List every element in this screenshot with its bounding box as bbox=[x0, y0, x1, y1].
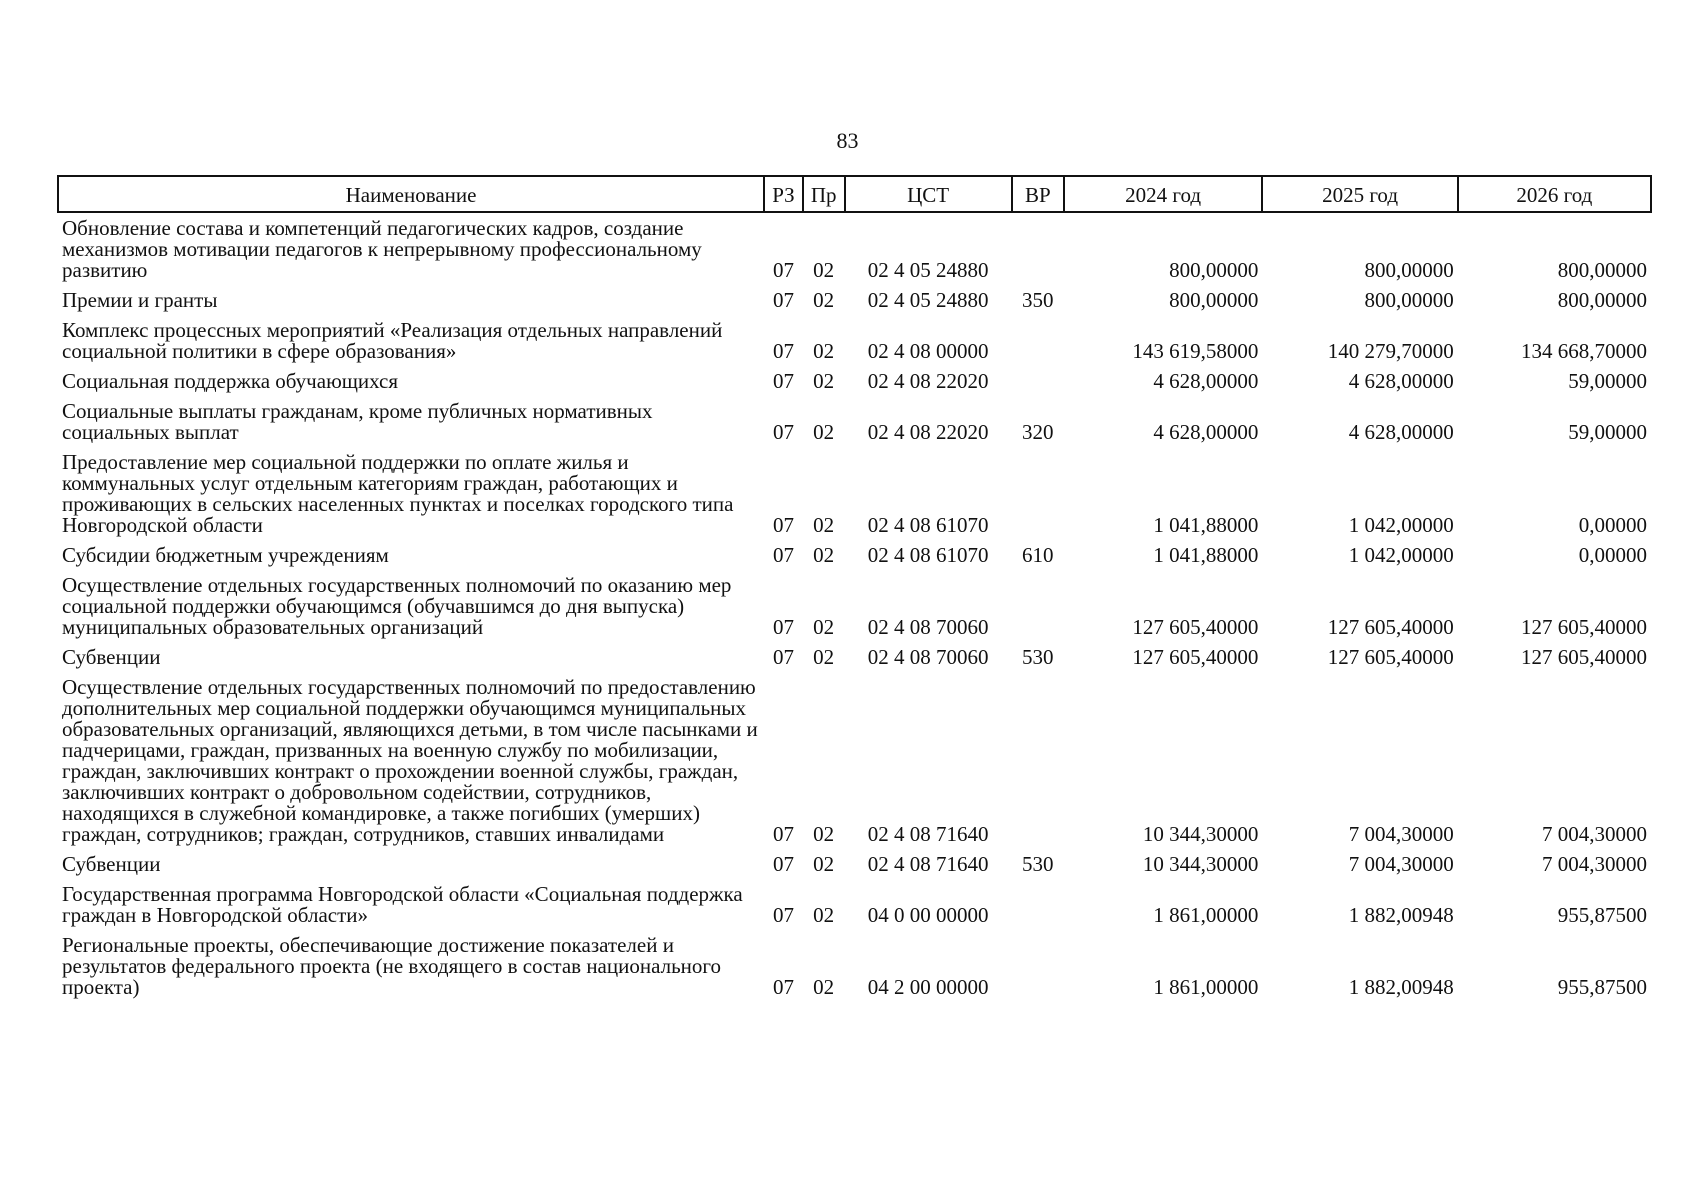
row-2025: 1 882,00948 bbox=[1348, 903, 1454, 927]
row-2026: 955,87500 bbox=[1557, 975, 1647, 999]
header-rz: РЗ bbox=[764, 176, 803, 212]
row-vr: 530 bbox=[1022, 852, 1054, 876]
row-2025: 127 605,40000 bbox=[1327, 615, 1454, 639]
row-name: Субвенции bbox=[62, 852, 161, 876]
row-vr: 610 bbox=[1022, 543, 1054, 567]
row-cst: 04 0 00 00000 bbox=[867, 903, 989, 927]
row-2024: 10 344,30000 bbox=[1142, 852, 1259, 876]
row-name: Социальные выплаты гражданам, кроме публичных нормативных социальных выплат bbox=[62, 399, 653, 444]
row-pr: 02 bbox=[813, 645, 835, 669]
row-2025: 1 042,00000 bbox=[1348, 543, 1454, 567]
row-rz: 07 bbox=[772, 513, 794, 537]
row-2025: 800,00000 bbox=[1364, 258, 1454, 282]
row-2025: 140 279,70000 bbox=[1327, 339, 1454, 363]
row-rz: 07 bbox=[772, 852, 794, 876]
row-vr bbox=[1012, 311, 1064, 362]
row-cst: 02 4 05 24880 bbox=[867, 288, 989, 312]
row-pr: 02 bbox=[813, 339, 835, 363]
table-header-row bbox=[58, 176, 1651, 212]
header-cst: ЦСТ bbox=[845, 176, 1012, 212]
row-name: Региональные проекты, обеспечивающие достижение показателей и результатов федерального проекта (не входящего в состав национального проекта) bbox=[62, 933, 721, 999]
row-pr: 02 bbox=[813, 852, 835, 876]
row-pr: 02 bbox=[813, 288, 835, 312]
row-2024: 4 628,00000 bbox=[1153, 420, 1259, 444]
row-rz: 07 bbox=[772, 339, 794, 363]
row-2024: 1 041,88000 bbox=[1153, 513, 1259, 537]
table-row bbox=[58, 668, 1651, 845]
row-2026: 134 668,70000 bbox=[1521, 339, 1647, 363]
row-2024: 1 861,00000 bbox=[1153, 903, 1259, 927]
row-name: Премии и гранты bbox=[62, 288, 218, 312]
row-2026: 7 004,30000 bbox=[1542, 852, 1647, 876]
row-cst: 02 4 08 71640 bbox=[867, 852, 989, 876]
row-vr bbox=[1012, 443, 1064, 536]
row-2025: 7 004,30000 bbox=[1348, 822, 1454, 846]
header-2026: 2026 год bbox=[1458, 176, 1651, 212]
row-2026: 59,00000 bbox=[1568, 369, 1647, 393]
row-2026: 0,00000 bbox=[1578, 543, 1647, 567]
row-name: Обновление состава и компетенций педагогических кадров, создание механизмов мотивации педагогов к непрерывному профессиональному развитию bbox=[62, 216, 702, 282]
row-2024: 1 041,88000 bbox=[1153, 543, 1259, 567]
row-pr: 02 bbox=[813, 822, 835, 846]
row-rz: 07 bbox=[772, 615, 794, 639]
table-row bbox=[58, 443, 1651, 536]
row-name: Осуществление отдельных государственных полномочий по оказанию мер социальной поддержки обучающимся (обучавшимся до дня выпуска) муниципальных образовательных организаций bbox=[62, 573, 732, 639]
row-vr bbox=[1012, 362, 1064, 392]
row-2025: 800,00000 bbox=[1364, 288, 1454, 312]
row-rz: 07 bbox=[772, 369, 794, 393]
table-row bbox=[58, 566, 1651, 638]
row-2025: 4 628,00000 bbox=[1348, 369, 1454, 393]
header-vr: ВР bbox=[1012, 176, 1064, 212]
row-2024: 127 605,40000 bbox=[1132, 615, 1259, 639]
row-2024: 800,00000 bbox=[1169, 258, 1259, 282]
row-rz: 07 bbox=[772, 645, 794, 669]
header-2025: 2025 год bbox=[1262, 176, 1457, 212]
row-2026: 7 004,30000 bbox=[1542, 822, 1647, 846]
row-vr: 350 bbox=[1022, 288, 1054, 312]
row-pr: 02 bbox=[813, 615, 835, 639]
row-cst: 02 4 08 61070 bbox=[867, 513, 989, 537]
row-2025: 127 605,40000 bbox=[1327, 645, 1454, 669]
table-row bbox=[58, 281, 1651, 311]
row-pr: 02 bbox=[813, 975, 835, 999]
row-2024: 143 619,58000 bbox=[1132, 339, 1259, 363]
row-rz: 07 bbox=[772, 420, 794, 444]
row-pr: 02 bbox=[813, 258, 835, 282]
row-cst: 02 4 08 70060 bbox=[867, 645, 989, 669]
row-cst: 02 4 08 70060 bbox=[867, 615, 989, 639]
page-number: 83 bbox=[836, 128, 859, 153]
table-row bbox=[58, 362, 1651, 392]
row-name: Предоставление мер социальной поддержки по оплате жилья и коммунальных услуг отдельным категориям граждан, работающих и проживающих в сельских населенных пунктах и поселках городского типа Новгородской области bbox=[62, 450, 734, 537]
row-rz: 07 bbox=[772, 903, 794, 927]
table-row bbox=[58, 392, 1651, 443]
row-2026: 955,87500 bbox=[1557, 903, 1647, 927]
row-name: Осуществление отдельных государственных полномочий по предоставлению дополнительных мер социальной поддержки обучающимся муниципальных образовательных организаций, являющихся детьми, в том числе пасынками и падчерицами, граждан, призванных на военную службу по мобилизации, граждан, заключивших контракт о прохождении военной службы, граждан, заключивших контракт о добровольном содействии, сотрудников, находящихся в служебной командировке, а также погибших (умерших) граждан, сотрудников; граждан, сотрудников, ставших инвалидами bbox=[62, 675, 758, 846]
row-vr bbox=[1012, 668, 1064, 845]
row-2024: 1 861,00000 bbox=[1153, 975, 1259, 999]
table-row bbox=[58, 536, 1651, 566]
row-vr: 320 bbox=[1022, 420, 1054, 444]
row-2026: 59,00000 bbox=[1568, 420, 1647, 444]
row-cst: 02 4 08 22020 bbox=[867, 420, 989, 444]
row-vr bbox=[1012, 875, 1064, 926]
table-row bbox=[58, 875, 1651, 926]
row-2026: 800,00000 bbox=[1557, 258, 1647, 282]
row-2026: 127 605,40000 bbox=[1521, 645, 1647, 669]
row-2024: 10 344,30000 bbox=[1142, 822, 1259, 846]
row-pr: 02 bbox=[813, 513, 835, 537]
row-rz: 07 bbox=[772, 975, 794, 999]
row-2024: 127 605,40000 bbox=[1132, 645, 1259, 669]
table-row bbox=[58, 845, 1651, 875]
row-pr: 02 bbox=[813, 543, 835, 567]
header-2024: 2024 год bbox=[1064, 176, 1262, 212]
row-cst: 02 4 08 00000 bbox=[867, 339, 989, 363]
budget-table bbox=[57, 175, 1652, 998]
row-2026: 0,00000 bbox=[1578, 513, 1647, 537]
row-name: Социальная поддержка обучающихся bbox=[62, 369, 399, 393]
header-name: Наименование bbox=[58, 176, 764, 212]
row-2026: 800,00000 bbox=[1557, 288, 1647, 312]
row-2025: 4 628,00000 bbox=[1348, 420, 1454, 444]
row-name: Комплекс процессных мероприятий «Реализация отдельных направлений социальной политики в сфере образования» bbox=[62, 318, 723, 363]
row-2025: 1 042,00000 bbox=[1348, 513, 1454, 537]
row-cst: 02 4 08 61070 bbox=[867, 543, 989, 567]
row-rz: 07 bbox=[772, 258, 794, 282]
row-cst: 04 2 00 00000 bbox=[867, 975, 989, 999]
row-name: Государственная программа Новгородской области «Социальная поддержка граждан в Новгородской области» bbox=[62, 882, 743, 927]
row-2025: 7 004,30000 bbox=[1348, 852, 1454, 876]
row-rz: 07 bbox=[772, 288, 794, 312]
row-pr: 02 bbox=[813, 369, 835, 393]
row-vr bbox=[1012, 212, 1064, 281]
table-row bbox=[58, 926, 1651, 998]
row-vr bbox=[1012, 566, 1064, 638]
row-name: Субвенции bbox=[62, 645, 161, 669]
row-name: Субсидии бюджетным учреждениям bbox=[62, 543, 389, 567]
row-cst: 02 4 05 24880 bbox=[867, 258, 989, 282]
row-rz: 07 bbox=[772, 543, 794, 567]
table-row bbox=[58, 212, 1651, 281]
table-row bbox=[58, 311, 1651, 362]
row-2024: 4 628,00000 bbox=[1153, 369, 1259, 393]
row-2026: 127 605,40000 bbox=[1521, 615, 1647, 639]
header-pr: Пр bbox=[803, 176, 845, 212]
table-row bbox=[58, 638, 1651, 668]
row-cst: 02 4 08 71640 bbox=[867, 822, 989, 846]
row-vr: 530 bbox=[1022, 645, 1054, 669]
row-rz: 07 bbox=[772, 822, 794, 846]
row-pr: 02 bbox=[813, 420, 835, 444]
row-cst: 02 4 08 22020 bbox=[867, 369, 989, 393]
row-pr: 02 bbox=[813, 903, 835, 927]
row-2025: 1 882,00948 bbox=[1348, 975, 1454, 999]
row-vr bbox=[1012, 926, 1064, 998]
row-2024: 800,00000 bbox=[1169, 288, 1259, 312]
